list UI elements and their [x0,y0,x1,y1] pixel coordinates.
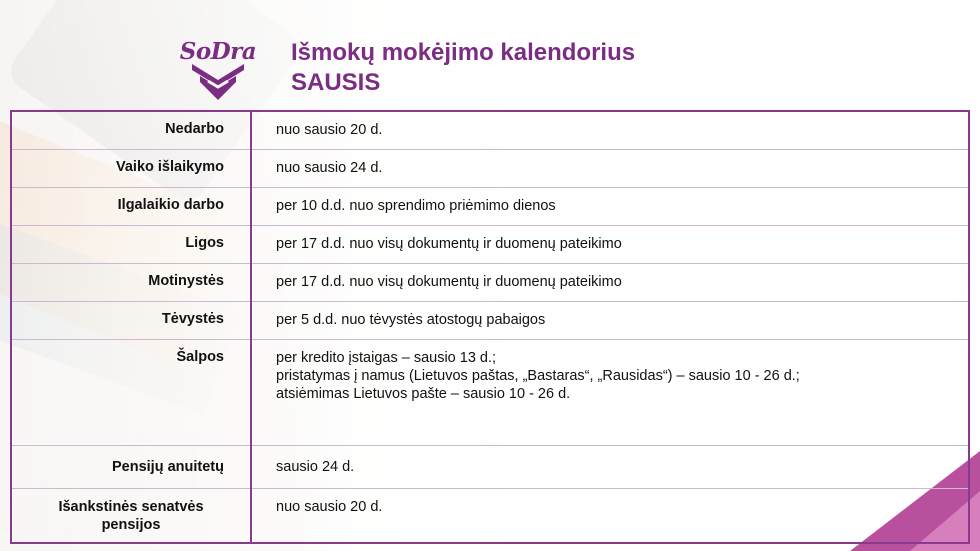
table-row [11,111,969,149]
table-row [11,445,969,488]
row-value: nuo sausio 24 d. [251,149,969,187]
table-row [11,225,969,263]
row-value: per kredito įstaigas – sausio 13 d.; pristatymas į namus (Lietuvos paštas, „Bastaras“, „Rausidas“) – sausio 10 - 26 d.; atsiėmimas Lietuvos pašte – sausio 10 - 26 d. [251,339,969,445]
row-label: Motinystės [11,263,251,301]
table-row [11,301,969,339]
row-label: Pensijų anuitetų [11,445,251,488]
row-label: Ligos [11,225,251,263]
row-value: nuo sausio 20 d. [251,488,969,543]
table-row [11,187,969,225]
sodra-logo [172,38,264,102]
table-row [11,149,969,187]
row-value: sausio 24 d. [251,445,969,488]
row-label: Tėvystės [11,301,251,339]
payment-calendar-table [10,110,970,544]
row-value: per 10 d.d. nuo sprendimo priėmimo dienos [251,187,969,225]
row-label: Šalpos [11,339,251,445]
row-value: per 17 d.d. nuo visų dokumentų ir duomenų pateikimo [251,225,969,263]
title-line-1: Išmokų mokėjimo kalendorius [291,39,636,66]
logo-chevron-icon [190,62,246,102]
row-label: Išankstinės senatvės pensijos [11,488,251,543]
table-row [11,488,969,543]
row-value: per 17 d.d. nuo visų dokumentų ir duomenų pateikimo [251,263,969,301]
title-month: SAUSIS [291,69,381,96]
logo-text: SoDra [179,38,257,65]
table-row [11,263,969,301]
row-label: Vaiko išlaikymo [11,149,251,187]
row-label: Ilgalaikio darbo [11,187,251,225]
table-row [11,339,969,445]
page-title [291,38,635,98]
row-value: per 5 d.d. nuo tėvystės atostogų pabaigos [251,301,969,339]
row-label: Nedarbo [11,111,251,149]
row-value: nuo sausio 20 d. [276,122,383,138]
